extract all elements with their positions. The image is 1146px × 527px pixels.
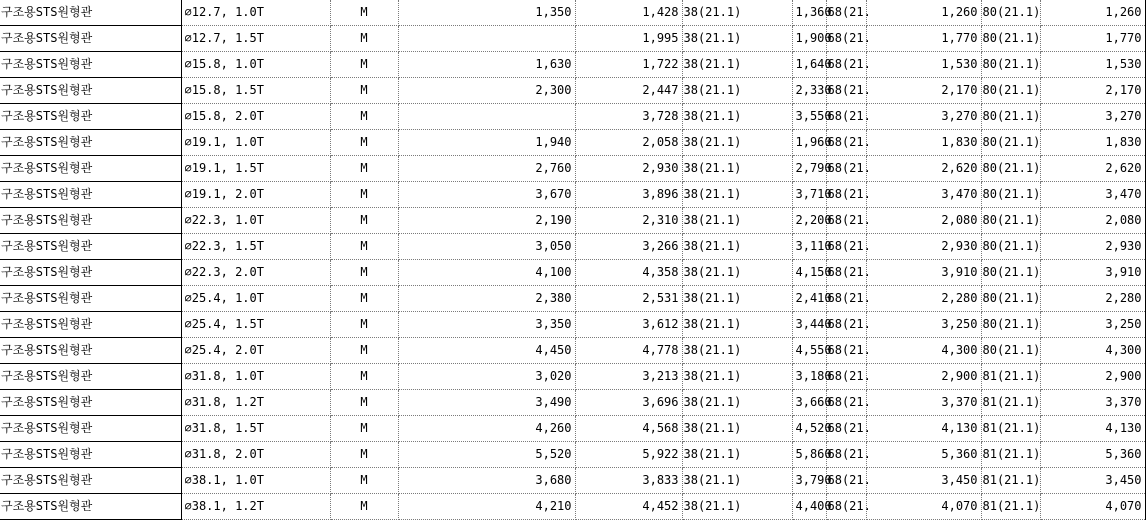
cell-unit[interactable]: M [330, 78, 398, 104]
cell-price-5[interactable]: 3,910 [1040, 260, 1145, 286]
cell-ref-1[interactable]: 38(21.1) [682, 312, 792, 338]
cell-price-5[interactable]: 2,620 [1040, 156, 1145, 182]
cell-spec[interactable]: ⌀25.4, 1.0T [181, 286, 330, 312]
cell-price-2[interactable]: 3,833 [575, 468, 682, 494]
cell-price-3[interactable]: 3,550 [792, 104, 826, 130]
cell-ref-3[interactable]: 81(21.1) [981, 364, 1040, 390]
table-row [0, 364, 1145, 390]
cell-spec[interactable]: ⌀15.8, 1.5T [181, 78, 330, 104]
cell-ref-3[interactable]: 81(21.1) [981, 494, 1040, 520]
cell-item-name[interactable]: 구조용STS원형관 [0, 156, 181, 182]
cell-price-5[interactable]: 3,470 [1040, 182, 1145, 208]
cell-price-4[interactable]: 5,360 [866, 442, 981, 468]
cell-price-4[interactable]: 3,470 [866, 182, 981, 208]
cell-item-name[interactable]: 구조용STS원형관 [0, 78, 181, 104]
cell-spec[interactable]: ⌀19.1, 1.5T [181, 156, 330, 182]
cell-unit[interactable]: M [330, 312, 398, 338]
cell-ref-2[interactable]: 68(21. [826, 26, 866, 52]
cell-price-3[interactable]: 3,710 [792, 182, 826, 208]
cell-price-4[interactable]: 3,370 [866, 390, 981, 416]
table-row [0, 312, 1145, 338]
cell-ref-2[interactable]: 68(21. [826, 390, 866, 416]
cell-ref-3[interactable]: 80(21.1) [981, 156, 1040, 182]
cell-spec[interactable]: ⌀31.8, 2.0T [181, 442, 330, 468]
cell-price-1[interactable]: 3,680 [398, 468, 575, 494]
cell-price-3[interactable]: 3,790 [792, 468, 826, 494]
cell-ref-3[interactable]: 80(21.1) [981, 130, 1040, 156]
cell-ref-1[interactable]: 38(21.1) [682, 156, 792, 182]
cell-ref-2[interactable]: 68(21. [826, 286, 866, 312]
cell-price-3[interactable]: 4,550 [792, 338, 826, 364]
cell-item-name[interactable]: 구조용STS원형관 [0, 442, 181, 468]
cell-unit[interactable]: M [330, 208, 398, 234]
cell-price-1[interactable]: 5,520 [398, 442, 575, 468]
cell-price-4[interactable]: 3,450 [866, 468, 981, 494]
cell-price-5[interactable]: 4,130 [1040, 416, 1145, 442]
cell-ref-1[interactable]: 38(21.1) [682, 286, 792, 312]
cell-ref-1[interactable]: 38(21.1) [682, 0, 792, 26]
cell-spec[interactable]: ⌀22.3, 2.0T [181, 260, 330, 286]
cell-unit[interactable]: M [330, 104, 398, 130]
cell-price-2[interactable]: 1,722 [575, 52, 682, 78]
cell-price-1[interactable]: 2,380 [398, 286, 575, 312]
cell-item-name[interactable]: 구조용STS원형관 [0, 182, 181, 208]
cell-ref-3[interactable]: 80(21.1) [981, 286, 1040, 312]
cell-price-1[interactable]: 4,260 [398, 416, 575, 442]
cell-ref-2[interactable]: 68(21. [826, 104, 866, 130]
cell-price-4[interactable]: 2,280 [866, 286, 981, 312]
cell-unit[interactable]: M [330, 468, 398, 494]
cell-spec[interactable]: ⌀22.3, 1.0T [181, 208, 330, 234]
cell-ref-1[interactable]: 38(21.1) [682, 364, 792, 390]
cell-ref-2[interactable]: 68(21. [826, 364, 866, 390]
cell-ref-3[interactable]: 80(21.1) [981, 234, 1040, 260]
cell-ref-3[interactable]: 80(21.1) [981, 52, 1040, 78]
cell-price-1[interactable]: 1,940 [398, 130, 575, 156]
cell-ref-2[interactable]: 68(21. [826, 78, 866, 104]
cell-price-5[interactable]: 1,770 [1040, 26, 1145, 52]
cell-ref-1[interactable]: 38(21.1) [682, 234, 792, 260]
cell-ref-2[interactable]: 68(21. [826, 494, 866, 520]
cell-price-2[interactable]: 2,310 [575, 208, 682, 234]
cell-spec[interactable]: ⌀12.7, 1.0T [181, 0, 330, 26]
cell-item-name[interactable]: 구조용STS원형관 [0, 286, 181, 312]
cell-price-5[interactable]: 5,360 [1040, 442, 1145, 468]
table-row [0, 130, 1145, 156]
cell-item-name[interactable]: 구조용STS원형관 [0, 0, 181, 26]
cell-ref-2[interactable]: 68(21. [826, 52, 866, 78]
cell-ref-1[interactable]: 38(21.1) [682, 260, 792, 286]
cell-ref-1[interactable]: 38(21.1) [682, 338, 792, 364]
table-row [0, 416, 1145, 442]
table-row [0, 442, 1145, 468]
cell-price-2[interactable]: 2,930 [575, 156, 682, 182]
cell-price-5[interactable]: 1,530 [1040, 52, 1145, 78]
cell-spec[interactable]: ⌀19.1, 1.0T [181, 130, 330, 156]
cell-ref-1[interactable]: 38(21.1) [682, 52, 792, 78]
cell-price-1[interactable]: 3,020 [398, 364, 575, 390]
cell-price-4[interactable]: 3,270 [866, 104, 981, 130]
cell-price-2[interactable]: 3,213 [575, 364, 682, 390]
cell-spec[interactable]: ⌀12.7, 1.5T [181, 26, 330, 52]
table-row [0, 390, 1145, 416]
cell-ref-2[interactable]: 68(21. [826, 260, 866, 286]
cell-ref-2[interactable]: 68(21. [826, 156, 866, 182]
cell-price-2[interactable]: 2,531 [575, 286, 682, 312]
cell-item-name[interactable]: 구조용STS원형관 [0, 390, 181, 416]
cell-price-2[interactable]: 3,896 [575, 182, 682, 208]
cell-ref-2[interactable]: 68(21. [826, 182, 866, 208]
cell-price-2[interactable]: 3,266 [575, 234, 682, 260]
cell-price-4[interactable]: 2,900 [866, 364, 981, 390]
cell-ref-3[interactable]: 81(21.1) [981, 468, 1040, 494]
cell-price-1[interactable]: 2,760 [398, 156, 575, 182]
cell-unit[interactable]: M [330, 494, 398, 520]
cell-price-5[interactable]: 1,830 [1040, 130, 1145, 156]
cell-price-1[interactable]: 4,100 [398, 260, 575, 286]
cell-ref-1[interactable]: 38(21.1) [682, 104, 792, 130]
cell-price-5[interactable]: 3,370 [1040, 390, 1145, 416]
cell-item-name[interactable]: 구조용STS원형관 [0, 416, 181, 442]
cell-price-3[interactable]: 2,200 [792, 208, 826, 234]
cell-item-name[interactable]: 구조용STS원형관 [0, 104, 181, 130]
cell-price-3[interactable]: 2,790 [792, 156, 826, 182]
cell-price-3[interactable]: 3,180 [792, 364, 826, 390]
cell-price-1[interactable]: 4,210 [398, 494, 575, 520]
cell-spec[interactable]: ⌀31.8, 1.0T [181, 364, 330, 390]
table-row [0, 234, 1145, 260]
cell-item-name[interactable]: 구조용STS원형관 [0, 234, 181, 260]
cell-price-5[interactable]: 1,260 [1040, 0, 1145, 26]
table-row [0, 78, 1145, 104]
cell-price-5[interactable]: 3,250 [1040, 312, 1145, 338]
cell-ref-3[interactable]: 80(21.1) [981, 0, 1040, 26]
cell-price-4[interactable]: 1,530 [866, 52, 981, 78]
cell-ref-3[interactable]: 81(21.1) [981, 416, 1040, 442]
cell-ref-1[interactable]: 38(21.1) [682, 494, 792, 520]
cell-ref-3[interactable]: 80(21.1) [981, 182, 1040, 208]
cell-ref-2[interactable]: 68(21. [826, 0, 866, 26]
cell-ref-1[interactable]: 38(21.1) [682, 182, 792, 208]
cell-spec[interactable]: ⌀22.3, 1.5T [181, 234, 330, 260]
cell-spec[interactable]: ⌀38.1, 1.0T [181, 468, 330, 494]
cell-unit[interactable]: M [330, 130, 398, 156]
cell-item-name[interactable]: 구조용STS원형관 [0, 338, 181, 364]
cell-price-4[interactable]: 4,130 [866, 416, 981, 442]
cell-spec[interactable]: ⌀19.1, 2.0T [181, 182, 330, 208]
cell-price-2[interactable]: 4,778 [575, 338, 682, 364]
cell-spec[interactable]: ⌀31.8, 1.2T [181, 390, 330, 416]
cell-price-4[interactable]: 1,260 [866, 0, 981, 26]
cell-price-2[interactable]: 2,447 [575, 78, 682, 104]
cell-price-5[interactable]: 2,930 [1040, 234, 1145, 260]
cell-ref-1[interactable]: 38(21.1) [682, 208, 792, 234]
cell-price-5[interactable]: 3,450 [1040, 468, 1145, 494]
cell-ref-1[interactable]: 38(21.1) [682, 416, 792, 442]
cell-ref-2[interactable]: 68(21. [826, 338, 866, 364]
table-row [0, 468, 1145, 494]
cell-unit[interactable]: M [330, 260, 398, 286]
cell-ref-2[interactable]: 68(21. [826, 468, 866, 494]
cell-price-1[interactable]: 1,350 [398, 0, 575, 26]
cell-price-1[interactable]: 3,050 [398, 234, 575, 260]
cell-price-5[interactable]: 3,270 [1040, 104, 1145, 130]
table-row [0, 156, 1145, 182]
table-row [0, 494, 1145, 520]
table-row [0, 104, 1145, 130]
cell-spec[interactable]: ⌀31.8, 1.5T [181, 416, 330, 442]
cell-ref-1[interactable]: 38(21.1) [682, 468, 792, 494]
cell-unit[interactable]: M [330, 52, 398, 78]
table-row [0, 182, 1145, 208]
cell-ref-3[interactable]: 80(21.1) [981, 104, 1040, 130]
cell-price-5[interactable]: 2,170 [1040, 78, 1145, 104]
cell-price-2[interactable]: 4,358 [575, 260, 682, 286]
cell-price-3[interactable]: 4,150 [792, 260, 826, 286]
cell-item-name[interactable]: 구조용STS원형관 [0, 52, 181, 78]
cell-price-4[interactable]: 2,930 [866, 234, 981, 260]
cell-price-1[interactable] [398, 104, 575, 130]
cell-price-5[interactable]: 2,900 [1040, 364, 1145, 390]
cell-price-3[interactable]: 1,900 [792, 26, 826, 52]
cell-price-2[interactable]: 1,428 [575, 0, 682, 26]
cell-ref-1[interactable]: 38(21.1) [682, 130, 792, 156]
table-row [0, 260, 1145, 286]
cell-ref-2[interactable]: 68(21. [826, 234, 866, 260]
cell-price-1[interactable]: 3,350 [398, 312, 575, 338]
cell-item-name[interactable]: 구조용STS원형관 [0, 468, 181, 494]
cell-item-name[interactable]: 구조용STS원형관 [0, 208, 181, 234]
cell-ref-3[interactable]: 80(21.1) [981, 208, 1040, 234]
cell-unit[interactable]: M [330, 442, 398, 468]
cell-ref-3[interactable]: 80(21.1) [981, 260, 1040, 286]
cell-item-name[interactable]: 구조용STS원형관 [0, 260, 181, 286]
cell-price-1[interactable]: 3,670 [398, 182, 575, 208]
cell-price-4[interactable]: 2,170 [866, 78, 981, 104]
cell-unit[interactable]: M [330, 416, 398, 442]
cell-price-1[interactable] [398, 26, 575, 52]
cell-spec[interactable]: ⌀15.8, 1.0T [181, 52, 330, 78]
cell-price-4[interactable]: 2,080 [866, 208, 981, 234]
cell-unit[interactable]: M [330, 156, 398, 182]
cell-price-2[interactable]: 1,995 [575, 26, 682, 52]
cell-ref-1[interactable]: 38(21.1) [682, 442, 792, 468]
cell-price-5[interactable]: 2,280 [1040, 286, 1145, 312]
cell-unit[interactable]: M [330, 338, 398, 364]
cell-price-4[interactable]: 3,910 [866, 260, 981, 286]
cell-ref-3[interactable]: 81(21.1) [981, 390, 1040, 416]
cell-unit[interactable]: M [330, 0, 398, 26]
cell-price-3[interactable]: 1,640 [792, 52, 826, 78]
cell-price-4[interactable]: 4,300 [866, 338, 981, 364]
cell-price-2[interactable]: 4,568 [575, 416, 682, 442]
cell-ref-3[interactable]: 80(21.1) [981, 338, 1040, 364]
cell-price-2[interactable]: 3,696 [575, 390, 682, 416]
table-row [0, 52, 1145, 78]
table-row [0, 0, 1145, 26]
cell-price-2[interactable]: 5,922 [575, 442, 682, 468]
cell-item-name[interactable]: 구조용STS원형관 [0, 312, 181, 338]
cell-ref-3[interactable]: 80(21.1) [981, 312, 1040, 338]
cell-price-4[interactable]: 3,250 [866, 312, 981, 338]
table-row [0, 208, 1145, 234]
cell-unit[interactable]: M [330, 286, 398, 312]
cell-price-2[interactable]: 2,058 [575, 130, 682, 156]
cell-ref-2[interactable]: 68(21. [826, 130, 866, 156]
cell-price-1[interactable]: 1,630 [398, 52, 575, 78]
cell-price-5[interactable]: 2,080 [1040, 208, 1145, 234]
cell-item-name[interactable]: 구조용STS원형관 [0, 364, 181, 390]
cell-price-3[interactable]: 3,110 [792, 234, 826, 260]
cell-unit[interactable]: M [330, 364, 398, 390]
cell-ref-3[interactable]: 80(21.1) [981, 78, 1040, 104]
cell-price-2[interactable]: 4,452 [575, 494, 682, 520]
cell-price-4[interactable]: 1,830 [866, 130, 981, 156]
cell-price-4[interactable]: 1,770 [866, 26, 981, 52]
cell-price-3[interactable]: 2,410 [792, 286, 826, 312]
cell-spec[interactable]: ⌀38.1, 1.2T [181, 494, 330, 520]
cell-unit[interactable]: M [330, 390, 398, 416]
cell-spec[interactable]: ⌀25.4, 1.5T [181, 312, 330, 338]
cell-spec[interactable]: ⌀15.8, 2.0T [181, 104, 330, 130]
cell-spec[interactable]: ⌀25.4, 2.0T [181, 338, 330, 364]
cell-ref-2[interactable]: 68(21. [826, 312, 866, 338]
cell-ref-2[interactable]: 68(21. [826, 416, 866, 442]
cell-ref-1[interactable]: 38(21.1) [682, 78, 792, 104]
cell-ref-1[interactable]: 38(21.1) [682, 390, 792, 416]
cell-item-name[interactable]: 구조용STS원형관 [0, 26, 181, 52]
cell-price-5[interactable]: 4,070 [1040, 494, 1145, 520]
cell-item-name[interactable]: 구조용STS원형관 [0, 130, 181, 156]
cell-price-3[interactable]: 2,330 [792, 78, 826, 104]
cell-price-3[interactable]: 1,360 [792, 0, 826, 26]
cell-price-1[interactable]: 2,190 [398, 208, 575, 234]
table-row [0, 286, 1145, 312]
cell-unit[interactable]: M [330, 234, 398, 260]
cell-price-3[interactable]: 4,520 [792, 416, 826, 442]
cell-price-4[interactable]: 4,070 [866, 494, 981, 520]
cell-price-4[interactable]: 2,620 [866, 156, 981, 182]
cell-ref-2[interactable]: 68(21. [826, 208, 866, 234]
table-row [0, 338, 1145, 364]
cell-price-1[interactable]: 4,450 [398, 338, 575, 364]
cell-price-1[interactable]: 2,300 [398, 78, 575, 104]
cell-price-2[interactable]: 3,612 [575, 312, 682, 338]
table-row [0, 26, 1145, 52]
cell-price-1[interactable]: 3,490 [398, 390, 575, 416]
cell-ref-3[interactable]: 81(21.1) [981, 442, 1040, 468]
cell-price-2[interactable]: 3,728 [575, 104, 682, 130]
cell-ref-1[interactable]: 38(21.1) [682, 26, 792, 52]
cell-price-3[interactable]: 1,960 [792, 130, 826, 156]
cell-ref-2[interactable]: 68(21. [826, 442, 866, 468]
cell-price-5[interactable]: 4,300 [1040, 338, 1145, 364]
cell-price-3[interactable]: 3,440 [792, 312, 826, 338]
cell-unit[interactable]: M [330, 182, 398, 208]
cell-item-name[interactable]: 구조용STS원형관 [0, 494, 181, 520]
cell-unit[interactable]: M [330, 26, 398, 52]
cell-price-3[interactable]: 4,400 [792, 494, 826, 520]
cell-price-3[interactable]: 5,860 [792, 442, 826, 468]
cell-ref-3[interactable]: 80(21.1) [981, 26, 1040, 52]
cell-price-3[interactable]: 3,660 [792, 390, 826, 416]
